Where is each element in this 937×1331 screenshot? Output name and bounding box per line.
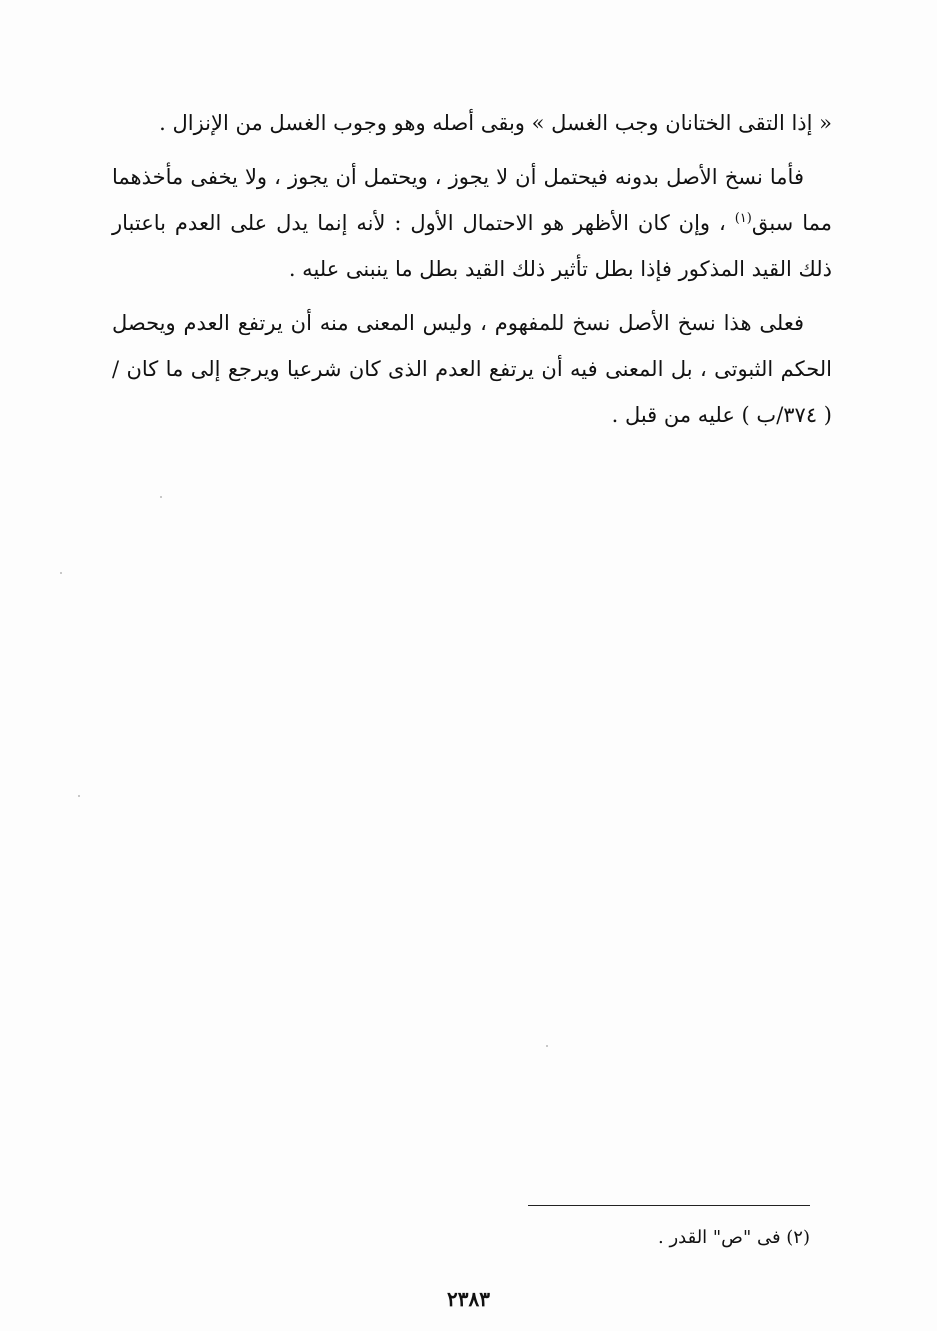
- footnote-divider: [528, 1205, 810, 1206]
- paragraph-2-text: فأما نسخ الأصل بدونه فيحتمل أن لا يجوز ، ويحتمل أن يجوز ، ولا يخفى مأخذهما مما سبق: [112, 165, 832, 235]
- body-text: [112, 100, 832, 446]
- paragraph-2-continuation: ، وإن كان الأظهر هو الاحتمال الأول : لأنه إنما يدل على العدم باعتبار ذلك القيد المذكور فإذا بطل تأثير ذلك القيد بطل ما ينبنى عليه .: [112, 211, 832, 281]
- scan-speck: [78, 795, 80, 797]
- footnote: (٢) فى "ص" القدر .: [658, 1227, 810, 1248]
- paragraph-1: « إذا التقى الختانان وجب الغسل » وبقى أصله وهو وجوب الغسل من الإنزال .: [159, 111, 832, 135]
- scan-speck: [60, 572, 62, 574]
- scan-speck: [546, 1045, 548, 1047]
- paragraph-2: [112, 154, 832, 292]
- paragraph-3: فعلى هذا نسخ الأصل نسخ للمفهوم ، وليس المعنى منه أن يرتفع العدم ويحصل الحكم الثبوتى ، بل المعنى فيه أن يرتفع العدم الذى كان شرعيا ويرجع إلى ما كان / ( ٣٧٤/ب ) عليه من قبل .: [112, 311, 832, 427]
- footnote-marker: (١): [734, 211, 752, 226]
- scan-speck: [160, 496, 162, 498]
- page-number: ٢٣٨٣: [447, 1287, 490, 1311]
